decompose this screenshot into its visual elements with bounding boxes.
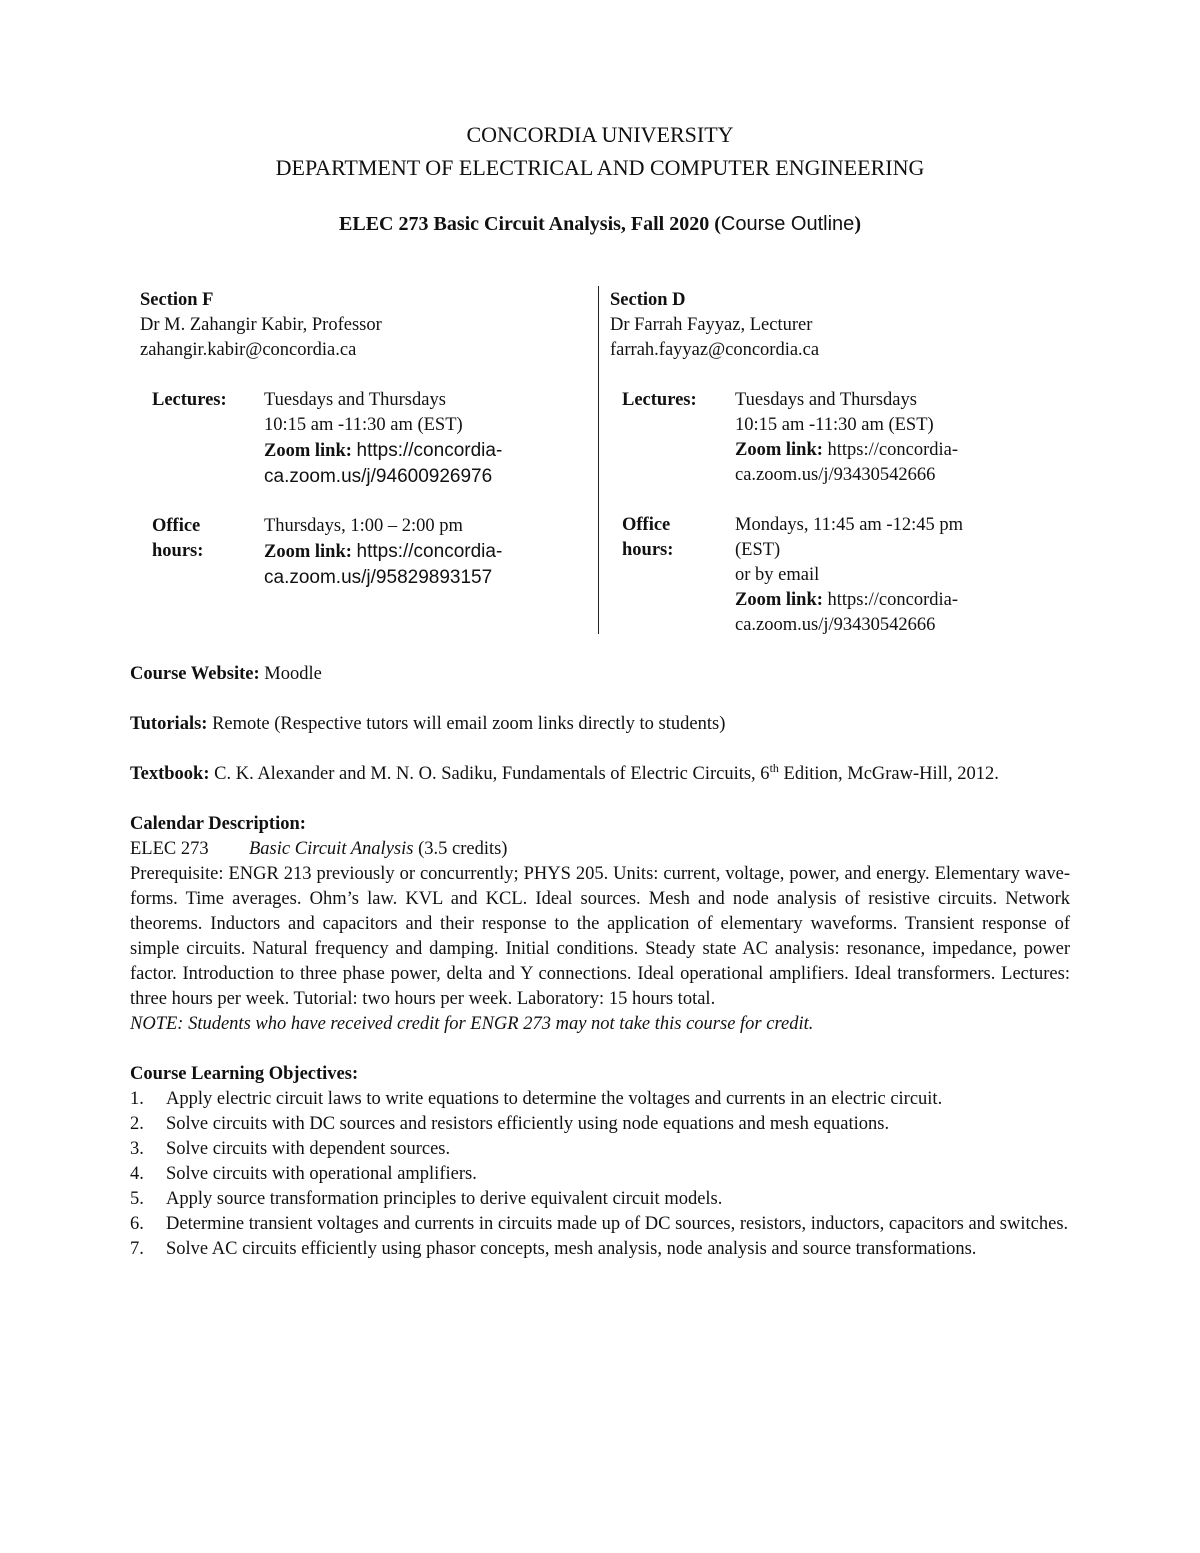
- list-item-text: Solve circuits with dependent sources.: [166, 1139, 451, 1159]
- lectures-label: Lectures:: [152, 390, 227, 410]
- course-title: [0, 210, 1200, 238]
- section-heading: Section D: [610, 290, 686, 310]
- lectures-days: Tuesdays and Thursdays: [735, 390, 917, 410]
- list-item: [130, 1212, 1070, 1237]
- department-name: DEPARTMENT OF ELECTRICAL AND COMPUTER ENGINEERING: [275, 155, 925, 180]
- column-divider: [598, 286, 599, 634]
- office-hours-time-cont: (EST): [735, 540, 781, 560]
- section-f-column: [140, 288, 580, 590]
- list-item-text: Apply electric circuit laws to write equations to determine the voltages and currents in an electric circuit.: [166, 1089, 943, 1109]
- zoom-label: Zoom link:: [264, 542, 352, 562]
- objectives-heading: Course Learning Objectives:: [130, 1064, 359, 1084]
- office-label-line2: hours:: [152, 541, 204, 561]
- list-item-number: 1.: [130, 1089, 144, 1109]
- list-item: [130, 1237, 1070, 1262]
- tutorials-label: Tutorials:: [130, 714, 208, 734]
- office-hours-label: [140, 514, 264, 590]
- course-title-suffix: Course Outline: [720, 213, 855, 235]
- office-label-line1: Office: [622, 515, 671, 535]
- calendar-credits: (3.5 credits): [413, 839, 508, 859]
- calendar-course-code: ELEC 273: [130, 839, 209, 859]
- lectures-zoom-link[interactable]: https://concordia-: [356, 440, 503, 461]
- list-item: [130, 1137, 1070, 1162]
- list-item: [130, 1087, 1070, 1112]
- list-item-text: Solve circuits with DC sources and resistors efficiently using node equations and mesh equations.: [166, 1114, 890, 1134]
- list-item-number: 3.: [130, 1139, 144, 1159]
- course-website-label: Course Website:: [130, 664, 260, 684]
- lectures-details: [264, 388, 580, 489]
- objectives-list: [130, 1087, 1070, 1262]
- textbook: [130, 762, 1070, 787]
- office-hours-row: [610, 513, 1040, 638]
- calendar-course-line: [130, 837, 1070, 862]
- list-item-number: 7.: [130, 1239, 144, 1259]
- lectures-time: 10:15 am -11:30 am (EST): [264, 415, 463, 435]
- zoom-label: Zoom link:: [735, 590, 823, 610]
- lectures-row: [610, 388, 1040, 488]
- office-hours-time: Thursdays, 1:00 – 2:00 pm: [264, 516, 463, 536]
- office-hours-time: Mondays, 11:45 am -12:45 pm: [735, 515, 963, 535]
- university-name: CONCORDIA UNIVERSITY: [466, 122, 734, 147]
- office-hours-row: [140, 514, 580, 590]
- list-item-text: Solve circuits with operational amplifiers.: [166, 1164, 477, 1184]
- calendar-description: [130, 812, 1070, 1037]
- office-label-line2: hours:: [622, 540, 674, 560]
- list-item-text: Solve AC circuits efficiently using phasor concepts, mesh analysis, node analysis and source transformations.: [166, 1239, 977, 1259]
- tutorials-value: Remote (Respective tutors will email zoom links directly to students): [207, 714, 726, 734]
- lectures-zoom-link-cont[interactable]: ca.zoom.us/j/94600926976: [264, 466, 493, 487]
- zoom-label: Zoom link:: [735, 440, 823, 460]
- list-item-number: 2.: [130, 1114, 144, 1134]
- office-label-line1: Office: [152, 516, 201, 536]
- office-zoom-link-cont[interactable]: ca.zoom.us/j/93430542666: [735, 615, 936, 635]
- office-zoom-link-cont[interactable]: ca.zoom.us/j/95829893157: [264, 567, 493, 588]
- list-item: [130, 1162, 1070, 1187]
- list-item-text: Apply source transformation principles to derive equivalent circuit models.: [166, 1189, 723, 1209]
- course-website-value: Moodle: [259, 664, 322, 684]
- learning-objectives: [130, 1062, 1070, 1262]
- lectures-details: [735, 388, 1040, 488]
- office-hours-label: [610, 513, 735, 638]
- office-hours-details: [264, 514, 580, 590]
- calendar-description-text: Prerequisite: ENGR 213 previously or concurrently; PHYS 205. Units: current, voltage, power, and energy. Elementary wave-forms. Time averages. Ohm’s law. KVL and KCL. Ideal sources. Mesh and node analysis of resistive circuits. Network theorems. Inductors and capacitors and their response to the application of elementary waveforms. Transient response of simple circuits. Natural frequency and damping. Initial conditions. Steady state AC analysis: resonance, impedance, power factor. Introduction to three phase power, delta and Y connections. Ideal operational amplifiers. Ideal transformers. Lectures: three hours per week. Tutorial: two hours per week. Laboratory: 15 hours total.: [130, 864, 1070, 1009]
- tutorials: [130, 712, 1070, 737]
- lectures-time: 10:15 am -11:30 am (EST): [735, 415, 934, 435]
- lectures-days: Tuesdays and Thursdays: [264, 390, 446, 410]
- course-title-main: ELEC 273 Basic Circuit Analysis, Fall 2020 (: [339, 213, 721, 235]
- textbook-label: Textbook:: [130, 764, 210, 784]
- course-details: [130, 662, 1070, 1262]
- calendar-course-name: Basic Circuit Analysis: [249, 839, 414, 859]
- list-item: [130, 1112, 1070, 1137]
- zoom-label: Zoom link:: [264, 441, 352, 461]
- instructor-name: Dr M. Zahangir Kabir, Professor: [140, 315, 382, 335]
- textbook-edition-sup: th: [769, 760, 779, 775]
- lectures-zoom-link-cont[interactable]: ca.zoom.us/j/93430542666: [735, 465, 936, 485]
- list-item-text: Determine transient voltages and currents in circuits made up of DC sources, resistors, inductors, capacitors and switches.: [166, 1214, 1069, 1234]
- list-item-number: 4.: [130, 1164, 144, 1184]
- list-item-number: 5.: [130, 1189, 144, 1209]
- course-website: [130, 662, 1070, 687]
- lectures-zoom-link[interactable]: https://concordia-: [827, 440, 959, 460]
- lectures-row: [140, 388, 580, 489]
- office-hours-alt: or by email: [735, 565, 820, 585]
- list-item-number: 6.: [130, 1214, 144, 1234]
- textbook-value-cont: Edition, McGraw-Hill, 2012.: [778, 764, 999, 784]
- textbook-value: C. K. Alexander and M. N. O. Sadiku, Fundamentals of Electric Circuits, 6: [209, 764, 770, 784]
- office-hours-details: [735, 513, 1040, 638]
- section-heading: Section F: [140, 290, 214, 310]
- course-title-close: ): [854, 213, 861, 235]
- instructor-email[interactable]: zahangir.kabir@concordia.ca: [140, 340, 357, 360]
- office-zoom-link[interactable]: https://concordia-: [356, 541, 503, 562]
- instructor-name: Dr Farrah Fayyaz, Lecturer: [610, 315, 813, 335]
- section-d-column: [610, 288, 1040, 638]
- calendar-note: NOTE: Students who have received credit for ENGR 273 may not take this course for credit.: [130, 1014, 814, 1034]
- list-item: [130, 1187, 1070, 1212]
- office-zoom-link[interactable]: https://concordia-: [827, 590, 959, 610]
- calendar-heading: Calendar Description:: [130, 814, 306, 834]
- instructor-email[interactable]: farrah.fayyaz@concordia.ca: [610, 340, 820, 360]
- lectures-label: Lectures:: [622, 390, 697, 410]
